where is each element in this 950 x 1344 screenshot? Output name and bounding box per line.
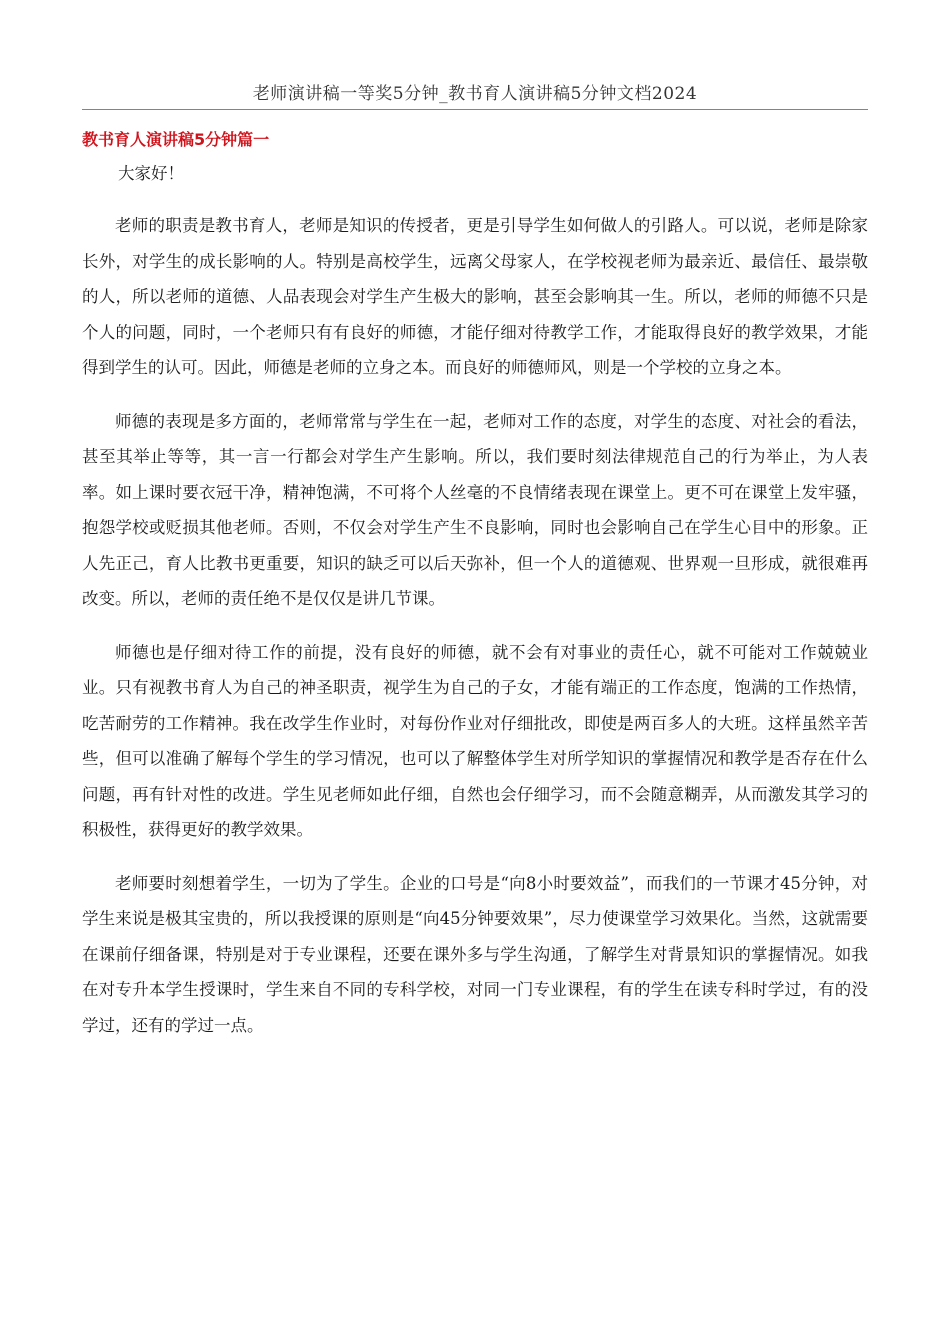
- document-header-title: 老师演讲稿一等奖5分钟_教书育人演讲稿5分钟文档2024: [252, 84, 698, 104]
- paragraph: 老师的职责是教书育人，老师是知识的传授者，更是引导学生如何做人的引路人。可以说，老师是除家长外，对学生的成长影响的人。特别是高校学生，远离父母家人，在学校视老师为最亲近、最信任、最崇敬的人，所以老师的道德、人品表现会对学生产生极大的影响，甚至会影响其一生。所以，老师的师德不只是个人的问题，同时，一个老师只有有良好的师德，才能仔细对待教学工作，才能取得良好的教学效果，才能得到学生的认可。因此，师德是老师的立身之本。而良好的师德师风，则是一个学校的立身之本。: [82, 216, 868, 377]
- greeting-line: 大家好！: [118, 164, 184, 183]
- paragraph: 老师要时刻想着学生，一切为了学生。企业的口号是“向8小时要效益”，而我们的一节课才45分钟，对学生来说是极其宝贵的，所以我授课的原则是“向45分钟要效果”，尽力使课堂学习效果化。当然，这就需要在课前仔细备课，特别是对于专业课程，还要在课外多与学生沟通，了解学生对背景知识的掌握情况。如我在对专升本学生授课时，学生来自不同的专科学校，对同一门专业课程，有的学生在读专科时学过，有的没学过，还有的学过一点。: [82, 873, 868, 1035]
- body-text: [82, 208, 868, 1061]
- paragraph: 师德也是仔细对待工作的前提，没有良好的师德，就不会有对事业的责任心，就不可能对工作兢兢业业。只有视教书育人为自己的神圣职责，视学生为自己的子女，才能有端正的工作态度，饱满的工作热情，吃苦耐劳的工作精神。我在改学生作业时，对每份作业对仔细批改，即使是两百多人的大班。这样虽然辛苦些，但可以准确了解每个学生的学习情况，也可以了解整体学生对所学知识的掌握情况和教学是否存在什么问题，再有针对性的改进。学生见老师如此仔细，自然也会仔细学习，而不会随意糊弄，从而激发其学习的积极性，获得更好的教学效果。: [82, 642, 868, 839]
- header-divider: [82, 109, 868, 110]
- paragraph: 师德的表现是多方面的，老师常常与学生在一起，老师对工作的态度，对学生的态度、对社会的看法，甚至其举止等等，其一言一行都会对学生产生影响。所以，我们要时刻法律规范自己的行为举止，为人表率。如上课时要衣冠干净，精神饱满，不可将个人丝毫的不良情绪表现在课堂上。更不可在课堂上发牢骚，抱怨学校或贬损其他老师。否则，不仅会对学生产生不良影响，同时也会影响自己在学生心目中的形象。正人先正己，育人比教书更重要，知识的缺乏可以后天弥补，但一个人的道德观、世界观一旦形成，就很难再改变。所以，老师的责任绝不是仅仅是讲几节课。: [82, 411, 868, 608]
- section-heading: 教书育人演讲稿5分钟篇一: [82, 130, 270, 149]
